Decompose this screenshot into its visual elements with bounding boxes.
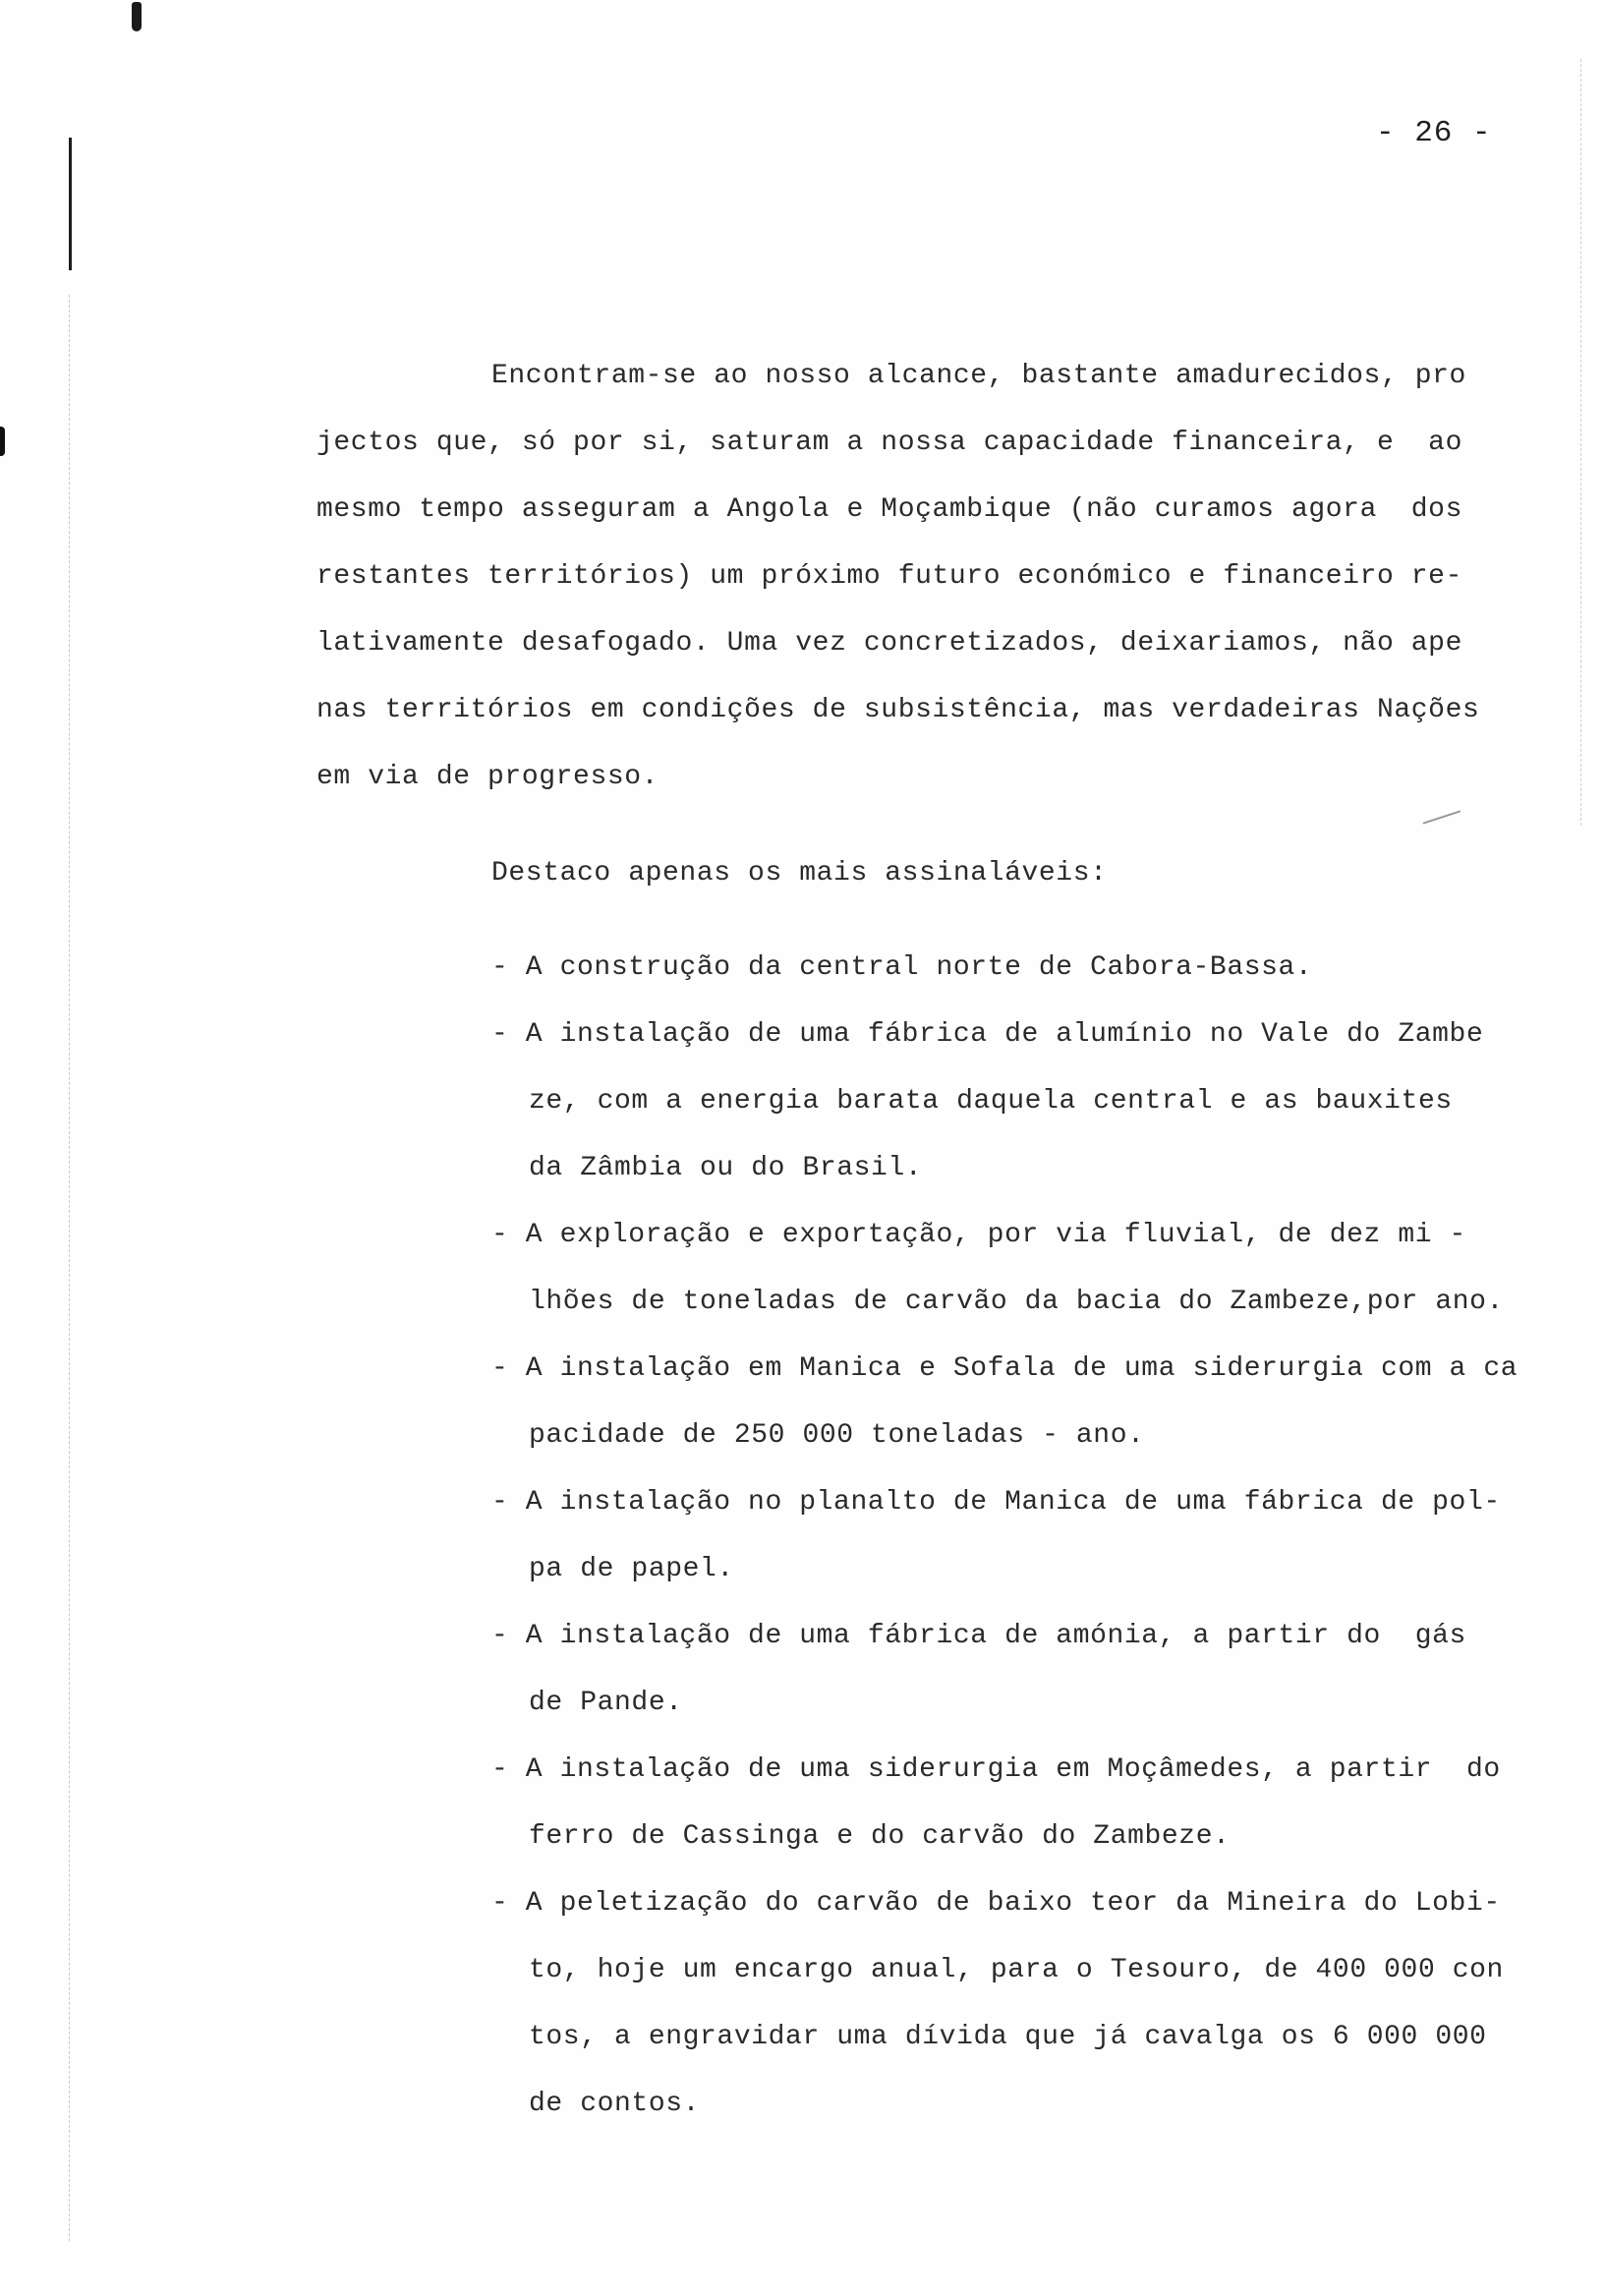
scan-artifact-top	[132, 2, 142, 31]
list-item-continuation: pa de papel.	[529, 1554, 734, 1584]
list-item: - A exploração e exportação, por via fluvial, de dez mi -	[491, 1220, 1466, 1250]
list-item-continuation: da Zâmbia ou do Brasil.	[529, 1153, 923, 1183]
list-item: - A instalação de uma fábrica de amónia, a partir do gás	[491, 1621, 1466, 1651]
intro-line: restantes territórios) um próximo futuro económico e financeiro re-	[316, 561, 1462, 592]
lead-sentence: Destaco apenas os mais assinaláveis:	[491, 858, 1108, 889]
list-item-continuation: de Pande.	[529, 1688, 683, 1718]
list-item-continuation: tos, a engravidar uma dívida que já cavalga os 6 000 000	[529, 2022, 1487, 2052]
list-item-continuation: pacidade de 250 000 toneladas - ano.	[529, 1420, 1145, 1451]
list-item: - A instalação de uma fábrica de alumínio no Vale do Zambe	[491, 1019, 1484, 1050]
list-item: - A instalação em Manica e Sofala de uma siderurgia com a ca	[491, 1353, 1518, 1384]
binding-line	[69, 138, 72, 270]
intro-line: em via de progresso.	[316, 762, 659, 792]
intro-line: lativamente desafogado. Uma vez concretizados, deixariamos, não ape	[316, 628, 1462, 659]
list-item: - A instalação no planalto de Manica de uma fábrica de pol-	[491, 1487, 1501, 1518]
intro-line: Encontram-se ao nosso alcance, bastante amadurecidos, pro	[491, 361, 1466, 391]
list-item-continuation: ze, com a energia barata daquela central e as bauxites	[529, 1086, 1453, 1117]
list-item-continuation: lhões de toneladas de carvão da bacia do Zambeze,por ano.	[529, 1287, 1504, 1317]
scan-edge-right	[1580, 59, 1582, 826]
list-item-continuation: ferro de Cassinga e do carvão do Zambeze.	[529, 1821, 1231, 1852]
intro-line: mesmo tempo asseguram a Angola e Moçambique (não curamos agora dos	[316, 494, 1462, 525]
list-item: - A peletização do carvão de baixo teor da Mineira do Lobi-	[491, 1888, 1501, 1919]
scan-edge-left	[69, 295, 71, 2241]
binding-hole-mark	[0, 427, 5, 456]
page-number: - 26 -	[1376, 116, 1492, 150]
list-item-continuation: to, hoje um encargo anual, para o Tesouro, de 400 000 con	[529, 1955, 1504, 1985]
pen-mark	[1423, 810, 1467, 842]
list-item-continuation: de contos.	[529, 2089, 701, 2119]
intro-line: nas territórios em condições de subsistência, mas verdadeiras Nações	[316, 695, 1480, 725]
intro-line: jectos que, só por si, saturam a nossa capacidade financeira, e ao	[316, 428, 1462, 458]
list-item: - A instalação de uma siderurgia em Moçâmedes, a partir do	[491, 1754, 1501, 1785]
list-item: - A construção da central norte de Cabora-Bassa.	[491, 952, 1313, 983]
